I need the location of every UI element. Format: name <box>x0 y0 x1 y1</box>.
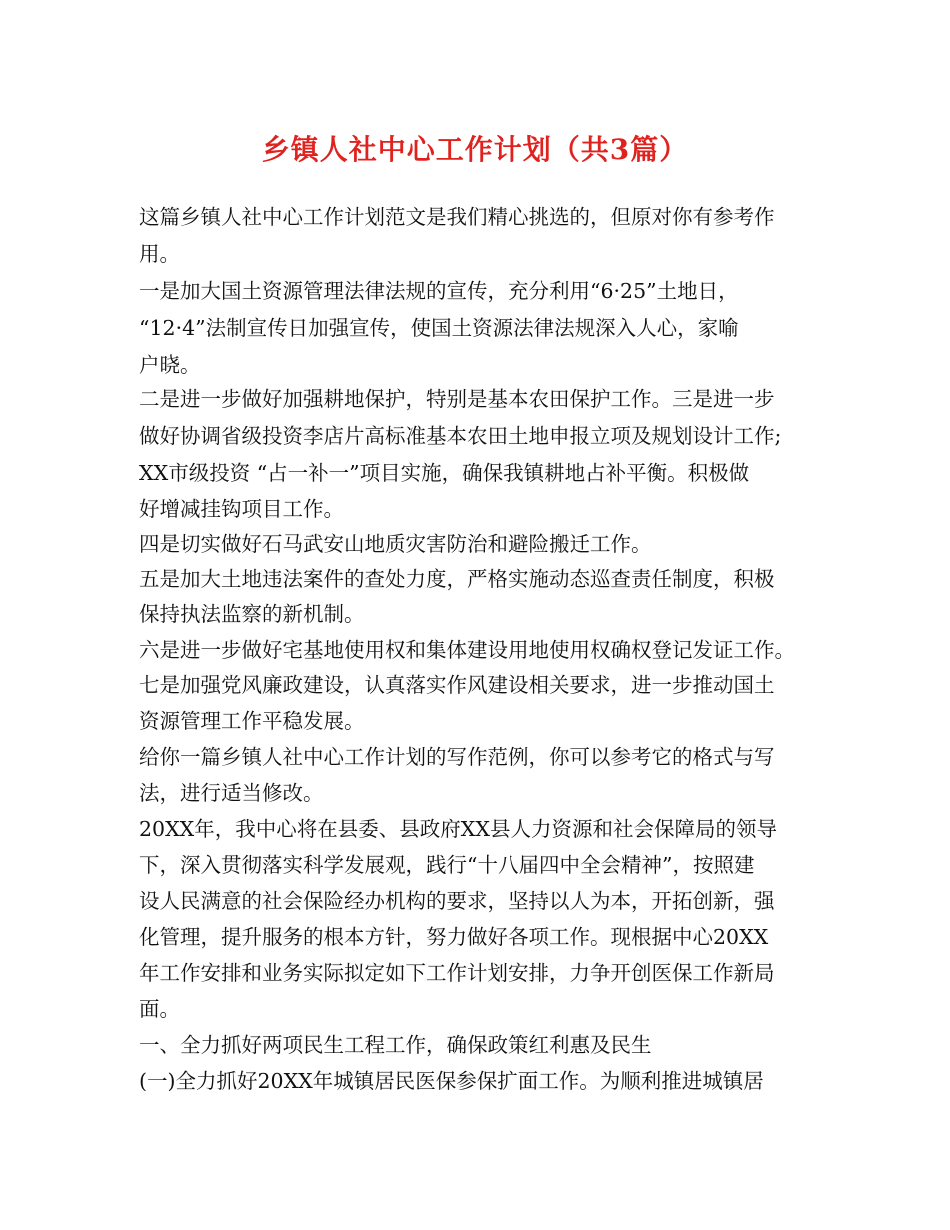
body-line-10: 四是切实做好石马武安山地质灾害防治和避险搬迁工作。 <box>139 532 652 556</box>
body-line-23: 面。 <box>139 997 180 1021</box>
body-line-16: 给你一篇乡镇人社中心工作计划的写作范例，你可以参考它的格式与写 <box>139 745 775 769</box>
body-line-18: 20XX年，我中心将在县委、县政府XX县人力资源和社会保障局的领导 <box>139 817 777 841</box>
body-line-4: “12·4”法制宣传日加强宣传，使国土资源法律法规深入人心，家喻 <box>139 316 739 340</box>
body-line-15: 资源管理工作平稳发展。 <box>139 709 365 733</box>
body-line-13: 六是进一步做好宅基地使用权和集体建设用地使用权确权登记发证工作。 <box>139 638 795 662</box>
body-line-11: 五是加大土地违法案件的查处力度，严格实施动态巡查责任制度，积极 <box>139 567 775 591</box>
body-line-6: 二是进一步做好加强耕地保护，特别是基本农田保护工作。三是进一步 <box>139 387 775 411</box>
body-line-22: 年工作安排和业务实际拟定如下工作计划安排，力争开创医保工作新局 <box>139 961 775 985</box>
body-line-20: 设人民满意的社会保险经办机构的要求，坚持以人为本，开拓创新，强 <box>139 889 775 913</box>
body-line-9: 好增减挂钩项目工作。 <box>139 497 344 521</box>
body-line-8: XX市级投资 “占一补一”项目实施，确保我镇耕地占补平衡。积极做 <box>139 461 750 485</box>
body-line-12: 保持执法监察的新机制。 <box>139 602 365 626</box>
body-line-17: 法，进行适当修改。 <box>139 781 324 805</box>
body-line-19: 下，深入贯彻落实科学发展观，践行“十八届四中全会精神”，按照建 <box>139 853 755 877</box>
body-line-24: 一、全力抓好两项民生工程工作，确保政策红利惠及民生 <box>139 1033 652 1057</box>
body-line-21: 化管理，提升服务的根本方针，努力做好各项工作。现根据中心20XX <box>139 925 769 949</box>
body-line-7: 做好协调省级投资李店片高标准基本农田土地申报立项及规划设计工作; <box>139 424 782 448</box>
body-line-14: 七是加强党风廉政建设，认真落实作风建设相关要求，进一步推动国土 <box>139 673 775 697</box>
body-line-5: 户晓。 <box>139 353 201 377</box>
document-title: 乡镇人社中心工作计划（共3篇） <box>261 133 689 166</box>
body-line-1: 这篇乡镇人社中心工作计划范文是我们精心挑选的，但原对你有参考作 <box>139 205 775 229</box>
body-line-2: 用。 <box>139 242 180 266</box>
body-line-3: 一是加大国土资源管理法律法规的宣传，充分利用“6·25”土地日， <box>139 279 739 303</box>
body-line-25: (一)全力抓好20XX年城镇居民医保参保扩面工作。为顺利推进城镇居 <box>139 1069 764 1093</box>
